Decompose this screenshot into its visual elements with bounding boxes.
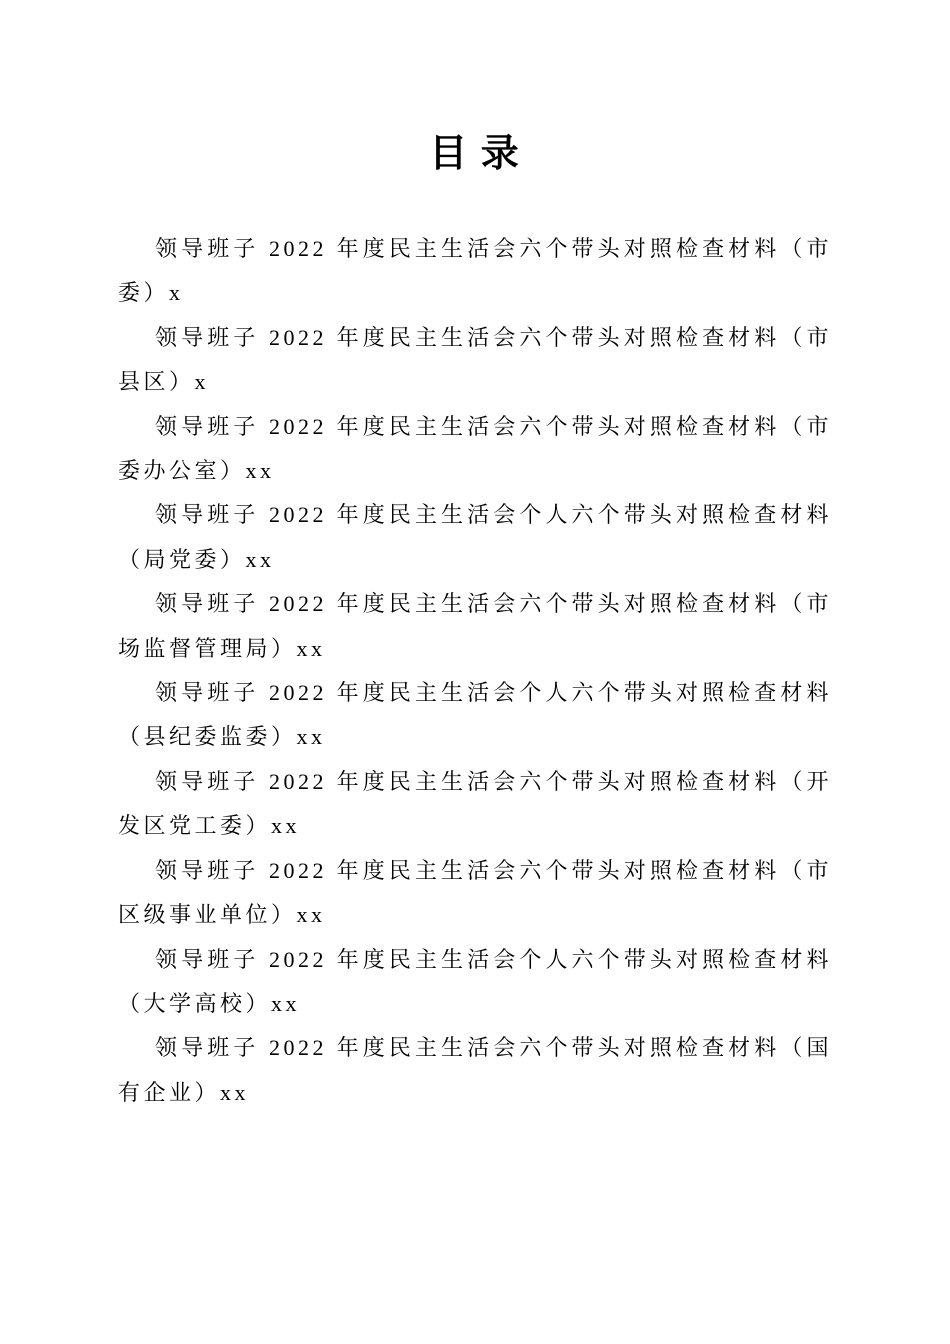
toc-entry: 领导班子 2022 年度民主生活会个人六个带头对照检查材料（大学高校）xx — [118, 946, 832, 1016]
toc-entry: 领导班子 2022 年度民主生活会六个带头对照检查材料（国有企业）xx — [118, 1035, 832, 1105]
toc-title: 目 录 — [429, 133, 521, 175]
toc-entry: 领导班子 2022 年度民主生活会六个带头对照检查材料（市委办公室）xx — [118, 413, 832, 484]
toc-entry: 领导班子 2022 年度民主生活会六个带头对照检查材料（市委）x — [118, 236, 832, 306]
toc-entry: 领导班子 2022 年度民主生活会六个带头对照检查材料（市县区）x — [118, 324, 832, 395]
toc-entry: 领导班子 2022 年度民主生活会六个带头对照检查材料（市场监督管理局）xx — [118, 591, 832, 661]
toc-entry: 领导班子 2022 年度民主生活会六个带头对照检查材料（市区级事业单位）xx — [118, 857, 832, 928]
toc-list — [118, 227, 832, 1115]
toc-entry: 领导班子 2022 年度民主生活会个人六个带头对照检查材料（局党委）xx — [118, 502, 832, 572]
toc-entry: 领导班子 2022 年度民主生活会个人六个带头对照检查材料（县纪委监委）xx — [118, 680, 832, 750]
toc-entry: 领导班子 2022 年度民主生活会六个带头对照检查材料（开发区党工委）xx — [118, 768, 832, 839]
